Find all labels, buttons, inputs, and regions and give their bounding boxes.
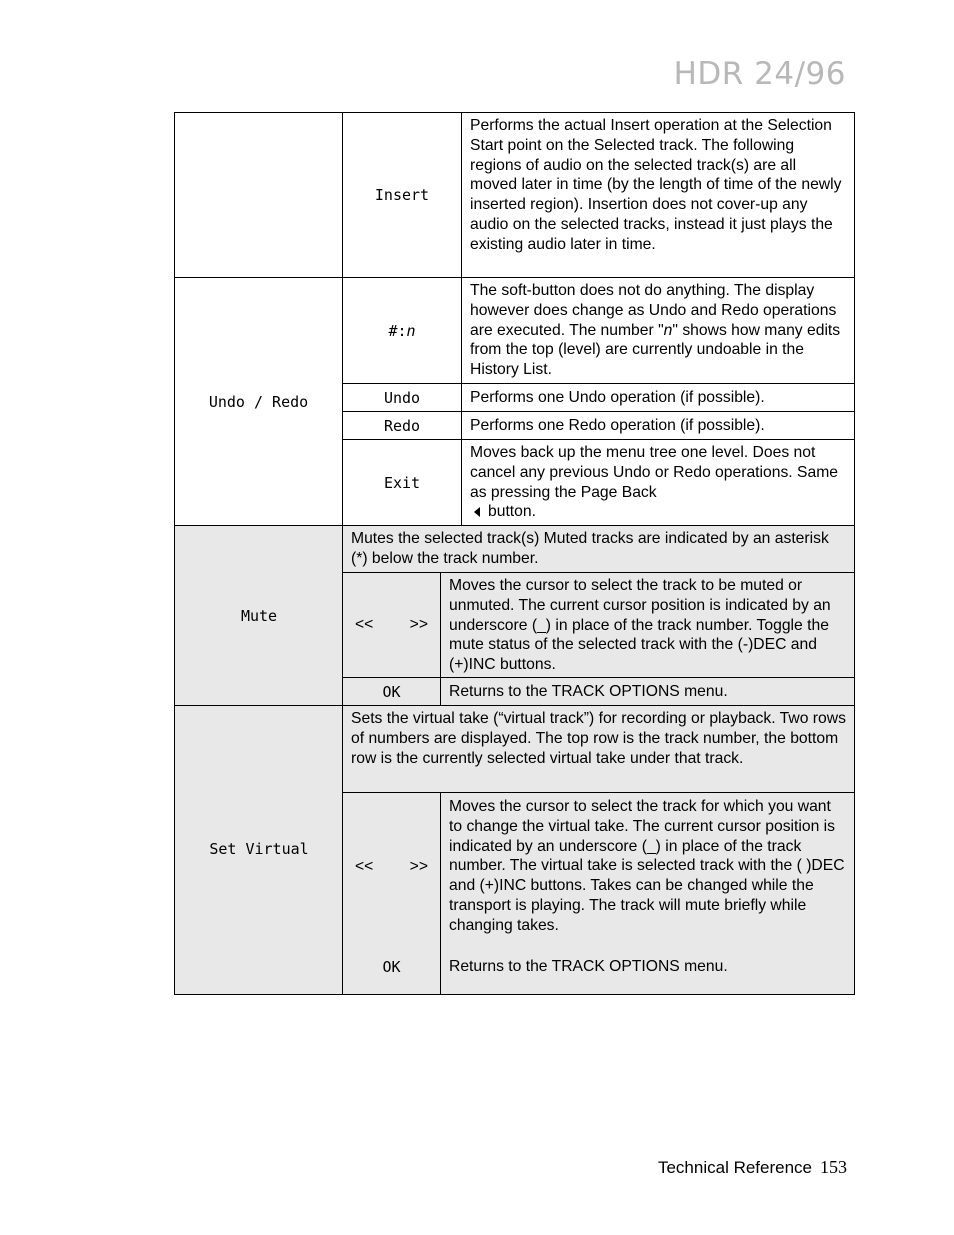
insert-group-cell [174,112,343,278]
set-virtual-ok-description: Returns to the TRACK OPTIONS menu. [449,958,728,975]
mute-cursor-key-cell [342,572,441,678]
mute-cursor-description: Moves the cursor to select the track to be muted or unmuted. The current cursor position is indicated by an underscore (_) in place of the track number. Toggle the mute status of the selected track with the (-)DEC and (+)INC buttons. [449,577,831,674]
mute-label: Mute [240,606,278,625]
mute-group-cell [174,525,343,706]
insert-description-cell [461,112,855,278]
mute-left-edge [174,677,175,706]
history-count-description: The soft-button does not do anything. The display however does change as Undo and Redo operations are executed. The number "n" shows how many edits from the top (level) are currently undoable in the History List. [470,282,841,379]
set-virtual-label: Set Virtual [209,839,309,858]
set-virtual-ok-key: OK [382,958,401,976]
insert-key: Insert [374,186,430,204]
set-virtual-group-cell [174,705,343,995]
mute-cursor-description-cell [440,572,855,678]
undo-key: Undo [383,388,421,407]
set-virtual-summary: Sets the virtual take (“virtual track”) for recording or playback. Two rows of numbers are displayed. The top row is the track number, the bottom row is the currently selected virtual take under that track. [351,710,846,767]
mute-ok-description-cell [440,677,855,706]
exit-description: Moves back up the menu tree one level. Does not cancel any previous Undo or Redo operations. Same as pressing the Page Back [470,444,838,501]
undo-redo-label: Undo / Redo [208,392,309,411]
mute-ok-key: OK [382,682,401,701]
redo-description: Performs one Redo operation (if possible). [470,417,765,434]
redo-description-cell [461,411,855,440]
undo-description-cell [461,383,855,412]
set-virtual-cursor-left: << [355,858,374,875]
history-count-key-cell [342,277,462,384]
redo-key: Redo [383,416,421,435]
history-count-key: #:n [388,321,416,340]
footer-section-title: Technical Reference [657,1158,812,1177]
mute-ok-key-cell [342,677,441,706]
mute-cursor-left: << [355,616,374,634]
set-virtual-cursor-right: >> [409,858,428,875]
undo-key-cell [342,383,462,412]
exit-key-cell [342,439,462,526]
insert-description: Performs the actual Insert operation at the Selection Start point on the Selected track. The following regions of audio on the selected track(s) are all moved later in time (by the length of time of the newly inserted region). Insertion does not cover-up any audio on the selected tracks, instead it just plays the existing audio later in time. [470,117,842,253]
page-footer [658,1157,847,1178]
set-virtual-description-column [440,792,855,995]
insert-key-cell [342,112,462,278]
page-header-title: HDR 24/96 [673,56,846,92]
undo-redo-group-cell [174,277,343,526]
exit-description-tail: button. [488,503,536,521]
set-virtual-key-column [342,792,441,995]
page-number: 153 [820,1157,847,1177]
page-back-icon [474,507,480,517]
mute-cursor-right: >> [409,616,428,634]
mute-summary: Mutes the selected track(s) Muted tracks are indicated by an asterisk (*) below the track number. [351,530,829,567]
set-virtual-cursor-keys [355,857,428,877]
exit-key: Exit [383,473,421,492]
mute-ok-description: Returns to the TRACK OPTIONS menu. [449,683,728,700]
redo-key-cell [342,411,462,440]
history-count-description-cell [461,277,855,384]
mute-summary-cell [342,525,855,573]
set-virtual-cursor-description: Moves the cursor to select the track for which you want to change the virtual take. The current cursor position is indicated by an underscore (_) in place of the track number. The virtual take is selected track with the ( )DEC and (+)INC buttons. Takes can be changed while the transport is playing. The track will mute briefly while changing takes. [449,798,845,934]
exit-description-cell [461,439,855,526]
undo-description: Performs one Undo operation (if possible). [470,389,765,406]
set-virtual-summary-cell [342,705,855,793]
